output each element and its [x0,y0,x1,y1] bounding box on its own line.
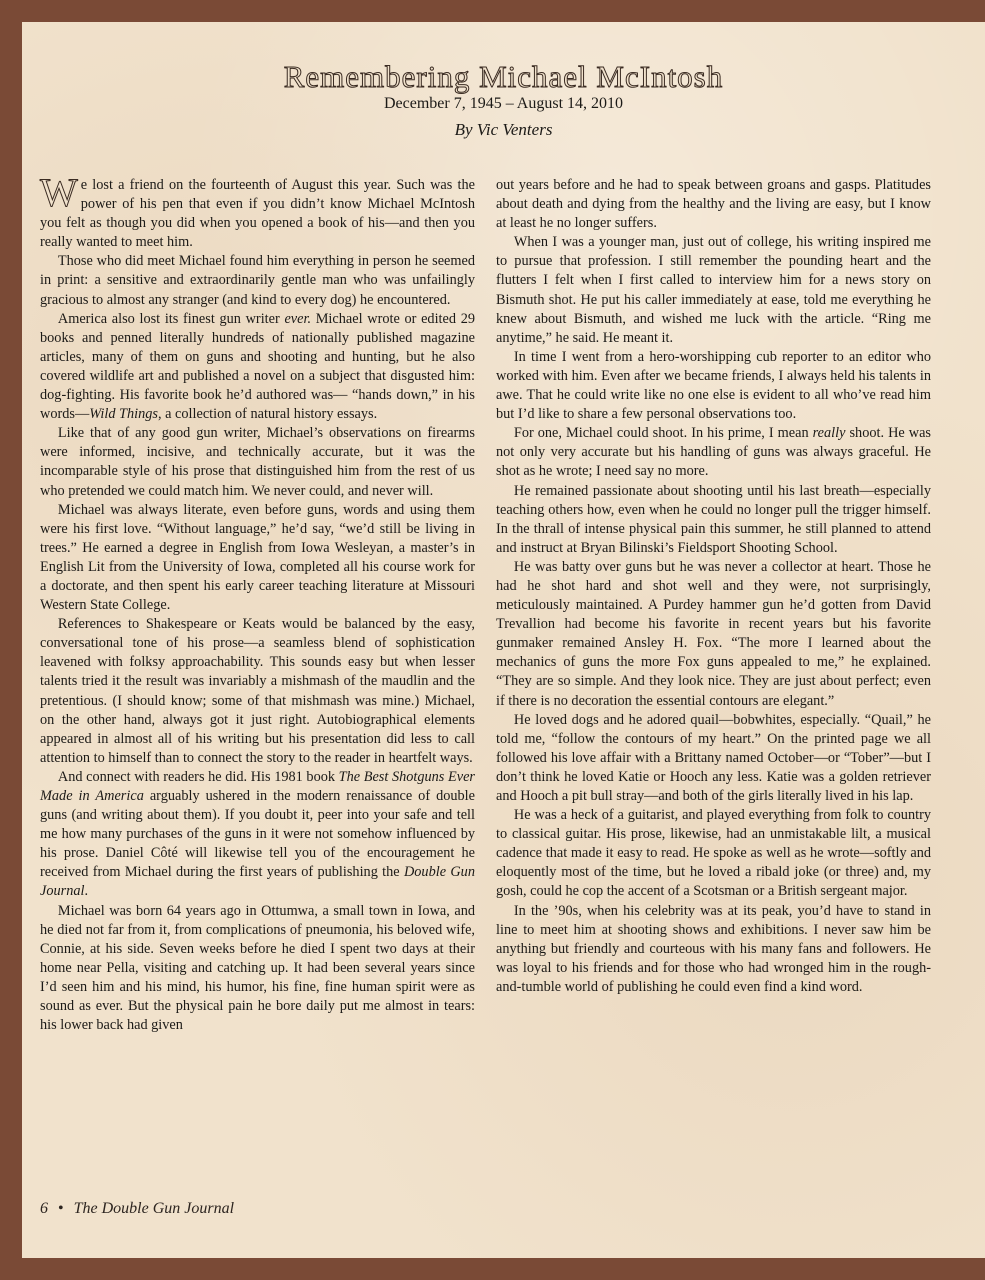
page-footer [40,1198,234,1220]
left-column [40,170,475,1035]
paragraph-text: arguably ushered in the modern renaissance of double guns (and writing about them). If you doubt it, peer into your safe and tell me how many purchases of the guns in it were not somehow influenced by his prose. Daniel Côté will likewise tell you of the encouragement he received from Michael during the first years of publishing the [40,788,475,881]
emphasis: ever. [284,310,312,327]
emphasis: really [812,425,846,442]
publication-name: The Double Gun Journal [73,1200,235,1217]
book-title: Wild Things [89,406,158,423]
paragraph: Michael was born 64 years ago in Ottumwa, a small town in Iowa, and he died not far from it, from complications of pneumonia, his beloved wife, Connie, at his side. Seven weeks before he died I spent two days at their home near Pella, visiting and catching up. It had been several years since I’d seen him and his mind, his humor, his fine, fine human spirit were as sound as ever. But the physical pain he bore daily put me almost in tears: his lower back had given [40,902,475,1034]
paragraph: When I was a younger man, just out of college, his writing inspired me to pursue that profession. I still remember the pounding heart and the flutters I felt when I first called to interview him for a news story on Bismuth shot. He put his caller immediately at ease, told me everything he knew about Bismuth, and wished me luck with the article. “Ring me anytime,” he said. He meant it. [496,234,931,346]
paragraph [40,768,475,902]
paragraph-text: . [84,883,89,900]
paragraph: Michael was always literate, even before guns, words and using them were his first love. “Without language,” he’d say, “we’d still be living in trees.” He earned a degree in English from Iowa Wesleyan, a master’s in English Lit from the University of Iowa, completed all his course work for a doctorate, and then spent his early career teaching literature at Missouri Western State College. [40,501,475,614]
paragraph: out years before and he had to speak between groans and gasps. Platitudes about death and dying from the healthy and the living are easy, but I know at least he no longer suffers. [496,177,931,232]
article-title: Remembering Michael McIntosh [283,59,724,94]
paragraph-text: For one, Michael could shoot. In his prime, I mean [513,425,813,442]
page [22,22,985,1258]
paragraph-text: America also lost its finest gun writer [57,310,285,327]
paragraph-text: e lost a friend on the fourteenth of August this year. Such was the power of his pen that even if you didn’t know Michael McIntosh you felt as though you did when you opened a book of his—and then you really wanted to meet him. [40,177,475,251]
paragraph: In time I went from a hero-worshipping cub reporter to an editor who worked with him. Even after we became friends, I always held his talents in awe. That he could write like no one else is evident to all who’ve read him but I’d like to share a few personal observations too. [496,348,931,423]
paragraph [40,310,475,425]
paragraph: He was a heck of a guitarist, and played everything from folk to country to classical guitar. His prose, likewise, had an unmistakable lilt, a musical cadence that made it easy to read. He spoke as well as he wrote—softly and eloquently most of the time, but he loved a ribald joke (or three) and, my gosh, could he cop the accent of a Scotsman or a British sergeant major. [496,807,931,900]
paragraph-text: , a collection of natural history essays. [157,406,378,423]
paragraph-text: shoot. He was not only very accurate but his handling of guns was always graceful. He shot as he wrote; I need say no more. [496,425,931,480]
drop-cap: W [40,170,78,215]
page-number: 6 [40,1200,48,1217]
paragraph: He remained passionate about shooting until his last breath—especially teaching others how, even when he could no longer pull the trigger himself. In the thrall of intense physical pain this summer, he still planned to attend and instruct at Bryan Bilinski’s Fieldsport Shooting School. [496,482,931,556]
paragraph: Like that of any good gun writer, Michael’s observations on firearms were informed, incisive, and technically accurate, but it was the incomparable style of his prose that distinguished him from the rest of us who pretended we could match him. We never could, and never will. [40,425,475,499]
right-column [496,176,931,997]
paragraph-text: And connect with readers he did. His 1981 book [57,768,339,785]
article-dates: December 7, 1945 – August 14, 2010 [383,95,624,112]
paragraph: He was batty over guns but he was never a collector at heart. Those he had he shot hard and shot well and they were, not surprisingly, meticulously maintained. A Purdey hammer gun he’d gotten from David Trevallion had become his favorite in recent years but his favorite gunmaker remained Ansley H. Fox. “The more I learned about the mechanics of guns the more Fox guns appealed to me,” he explained. “They are so simple. And they look nice. They are just about perfect; even if there is no decoration the essential contours are elegant.” [496,558,931,709]
paragraph: In the ’90s, when his celebrity was at its peak, you’d have to stand in line to meet him at shooting shows and exhibitions. I never saw him be anything but friendly and courteous with his many fans and followers. He was loyal to his friends and for those who had wronged him in the rough-and-tumble world of publishing he could even find a kind word. [496,902,931,995]
paragraph [496,424,931,481]
paragraph [40,170,475,252]
book-title: The Best Shotguns Ever Made in America [40,768,475,804]
article-byline: By Vic Venters [454,120,553,139]
publication-title: Double Gun Journal [40,864,475,900]
bullet-separator: • [58,1200,64,1217]
paragraph: References to Shakespeare or Keats would be balanced by the easy, conversational tone of his prose—a seamless blend of sophistication leavened with folksy approachability. This sounds easy but when lesser talents tried it the result was invariably a mishmash of the maudlin and the pretentious. (I should know; some of that mishmash was mine.) Michael, on the other hand, always got it just right. Autobiographical elements appeared in almost all of his writing but his presentation did less to call attention to himself than to connect the story to the reader in heartfelt ways. [40,616,475,766]
paragraph: He loved dogs and he adored quail—bobwhites, especially. “Quail,” he told me, “follow the contours of my heart.” On the printed page we all followed his love affair with a Brittany named October—or “Tober”—but I don’t think he loved Katie or Hooch any less. Katie was a golden retriever and Hooch a pit bull stray—and both of the girls literally lived in his lap. [496,711,931,804]
paragraph: Those who did meet Michael found him everything in person he seemed in print: a sensitive and extraordinarily gentle man who was unfailingly gracious to almost any stranger (and kind to every dog) he encountered. [40,253,475,308]
paragraph-text: Michael wrote or edited 29 books and penned literally hundreds of nationally published magazine articles, many of them on guns and shooting and hunting, but he also covered wildlife art and published a novel on a subject that disgusted him: dog-fighting. His favorite book he’d authored was— “hands down,” in his words— [40,310,475,423]
